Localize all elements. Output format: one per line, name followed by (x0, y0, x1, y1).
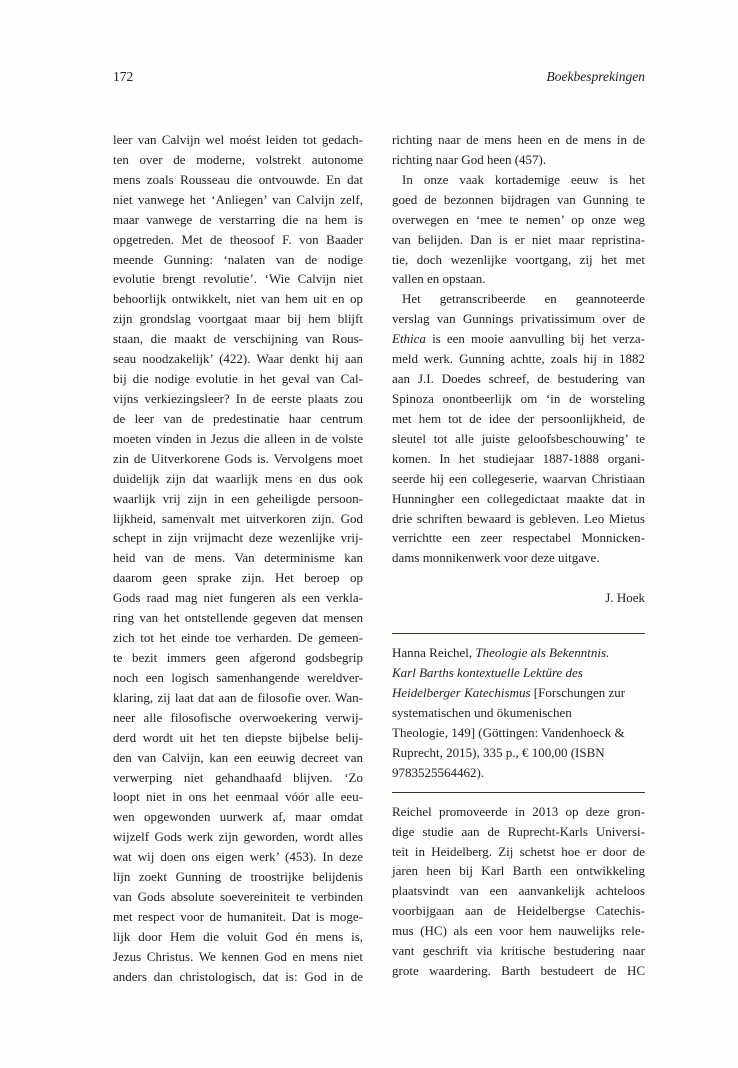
text-line: niet vanwege het ‘Anliegen’ van Calvijn zelf, (113, 191, 363, 207)
text-line: met respect voor de humaniteit. Dat is moge- (113, 908, 363, 924)
text-line: derd wordt uit het ten diepste bijbelse belij- (113, 729, 363, 745)
text-line: sleutel tot alle juiste geloofsbeschouwing’ te (392, 430, 645, 446)
text-line: te bezit immers geen afgerond godsbegrip (113, 649, 363, 665)
text-line: van belijden. Dan is er niet maar repristina- (392, 231, 645, 247)
text-line: grote waardering. Barth bestudeert de HC (392, 963, 645, 979)
bibliography-line: Heidelberger Katechismus [Forschungen zur (392, 685, 626, 701)
bibliography-line: Hanna Reichel, Theologie als Bekenntnis. (392, 645, 610, 661)
text-line: de leer van de predestinatie haar centrum (113, 410, 363, 426)
text-line: ring van het ontstellende gegeven dat mensen (113, 610, 363, 626)
text-line: zich tot het einde toe verharden. De gemeen- (113, 630, 363, 646)
text-line: moeten vinden in Jezus die alleen in de volste (113, 430, 363, 446)
text-line: ten over de moderne, volstrekt autonome (113, 151, 363, 167)
text-line: mens zoals Rousseau die ontvouwde. En dat (113, 171, 363, 187)
text-line: noch een logisch samenhangende wereldver- (113, 669, 363, 685)
text-line: seau noodzakelijk’ (422). Waar denkt hij aan (113, 351, 363, 367)
text-line: verwerping niet gehandhaafd blijven. ‘Zo (113, 769, 363, 785)
spacer (392, 568, 645, 588)
text-line: Gods raad mag niet fungeren als een verkla- (113, 590, 363, 606)
text-line: dams monnikenwerk voor deze uitgave. (392, 550, 600, 566)
text-line: tie, doch wezenlijke voortgang, zij het met (392, 251, 645, 267)
separator-rule (392, 792, 645, 793)
text-line: dige studie aan de Ruprecht-Karls Universi- (392, 823, 645, 839)
bibliography-line: systematischen und ökumenischen (392, 704, 572, 720)
text-line: Hunningher een collegedictaat maakte dat in (392, 490, 645, 506)
text-line: bij die nodige evolutie in het geval van Cal- (113, 371, 363, 387)
bibliography-line: Ruprecht, 2015), 335 p., € 100,00 (ISBN (392, 744, 605, 760)
page-header (113, 67, 645, 87)
text-line: verslag van Gunnings privatissimum over de (392, 311, 645, 327)
text-line: waarlijk vrij zijn in een geheiligde persoon- (113, 490, 363, 506)
text-line: jaren heen bij Karl Barth een ontwikkeling (392, 863, 645, 879)
text-line: meende Gunning: ‘nalaten van de nodige (113, 251, 363, 267)
text-line: zijn grondslag voortgaat maar bij hem blijft (113, 311, 363, 327)
page-number: 172 (113, 69, 134, 84)
text-line: daarom geen sprake zijn. Het beroep op (113, 570, 363, 586)
text-line: In onze vaak kortademige eeuw is het (402, 171, 645, 187)
text-line: meld werk. Gunning achtte, zoals hij in 1882 (392, 351, 645, 367)
bibliography-line: Karl Barths kontextuelle Lektüre des (392, 665, 583, 681)
text-line: vant geschrift via kritische bestudering naar (392, 943, 645, 959)
running-title: Boekbesprekingen (546, 69, 645, 84)
text-line: vallen en opstaan. (392, 271, 486, 287)
text-line: Spinoza onontbeerlijk om ‘in de worsteling (392, 390, 645, 406)
text-line: neer alle filosofische overwoekering verwij- (113, 709, 363, 725)
text-line: wijzelf Gods werk zijn geworden, wordt alles (113, 829, 363, 845)
text-line: seerde hij een collegeserie, waarvan Christiaan (392, 470, 645, 486)
text-line: lijn zoekt Gunning de troostrijke belijdenis (113, 869, 363, 885)
text-line: met hem tot de idee der persoonlijkheid, de (392, 410, 645, 426)
text-line: den van Calvijn, kan een eeuwig decreet van (113, 749, 363, 765)
text-line: klaring, zij laat dat aan de filosofie over. Wan- (113, 689, 363, 705)
text-line: leer van Calvijn wel moést leiden tot gedach- (113, 132, 363, 147)
text-line: Reichel promoveerde in 2013 op deze gron- (392, 803, 645, 819)
text-line: staan, die maakt de verschijning van Rous- (113, 331, 363, 347)
text-line: behoorlijk ontwikkelt, niet van hem uit en op (113, 291, 363, 307)
text-line: wat wij doen ons eigen werk’ (453). In deze (113, 849, 363, 865)
text-line: drie schriften bewaard is gebleven. Leo Mietus (392, 510, 645, 526)
text-line: schept in zijn vrijmacht deze wezenlijke vrij- (113, 530, 363, 546)
text-line: Jezus Christus. We kennen God en mens niet (113, 948, 363, 964)
left-text-column (113, 130, 363, 987)
text-line: mus (HC) als een voor hem nauwelijks rele- (392, 923, 645, 939)
text-line: komen. In het studiejaar 1887-1888 organi- (392, 450, 645, 466)
text-line: aan J.I. Doedes schreef, de bestudering van (392, 371, 645, 387)
text-line: lijk door Hem die voluit God én mens is, (113, 928, 363, 944)
separator-rule (392, 633, 645, 634)
text-line: wen opgewonden uurwerk af, maar omdat (113, 809, 363, 825)
text-line: duidelijk zijn dat waarlijk mens en dus ook (113, 470, 363, 486)
text-line: overwegen en ‘mee te nemen’ op onze weg (392, 211, 645, 227)
text-line: zin de Uitverkorene Gods is. Vervolgens moet (113, 450, 363, 466)
text-line: loopt niet in ons het eenmaal vóór alle eeu- (113, 789, 363, 805)
text-line: maar vanwege de verstarring die na hem is (113, 211, 363, 227)
text-line: richting naar God heen (457). (392, 151, 547, 167)
spacer (392, 608, 645, 624)
text-line: vijns verkiezingsleer? In de eerste plaats zou (113, 390, 363, 406)
bibliography-line: Theologie, 149] (Göttingen: Vandenhoeck & (392, 724, 625, 740)
text-line: plaatsvindt van een aanvankelijk achteloos (392, 883, 645, 899)
text-line: heid van de mens. Van determinisme kan (113, 550, 363, 566)
text-line: opgetreden. Met de theosoof F. von Baader (113, 231, 363, 247)
text-line: richting naar de mens heen en de mens in de (392, 132, 645, 147)
text-line: anders dan christologisch, dat is: God in de (113, 968, 363, 984)
text-line: Het getranscribeerde en geannoteerde (402, 291, 645, 307)
text-line: verrichtte een zeer respectabel Monnicken- (392, 530, 645, 546)
text-line: Ethica is een mooie aanvulling bij het verza- (392, 331, 645, 347)
text-line: teit in Heidelberg. Zij schetst hoe er door de (392, 843, 645, 859)
text-line: goed de bezonnen bijdragen van Gunning te (392, 191, 645, 207)
text-line: voorbijgaan aan de Heidelbergse Catechis- (392, 903, 645, 919)
text-line: van Gods absolute soevereiniteit te verbinden (113, 889, 363, 905)
review-signature: J. Hoek (605, 590, 645, 606)
bibliography-line: 9783525564462). (392, 764, 485, 780)
text-line: evolutie brengt revolutie’. ‘Wie Calvijn niet (113, 271, 363, 287)
right-text-column (392, 130, 645, 981)
text-line: lijkheid, samenvalt met uitverkoren zijn. God (113, 510, 363, 526)
